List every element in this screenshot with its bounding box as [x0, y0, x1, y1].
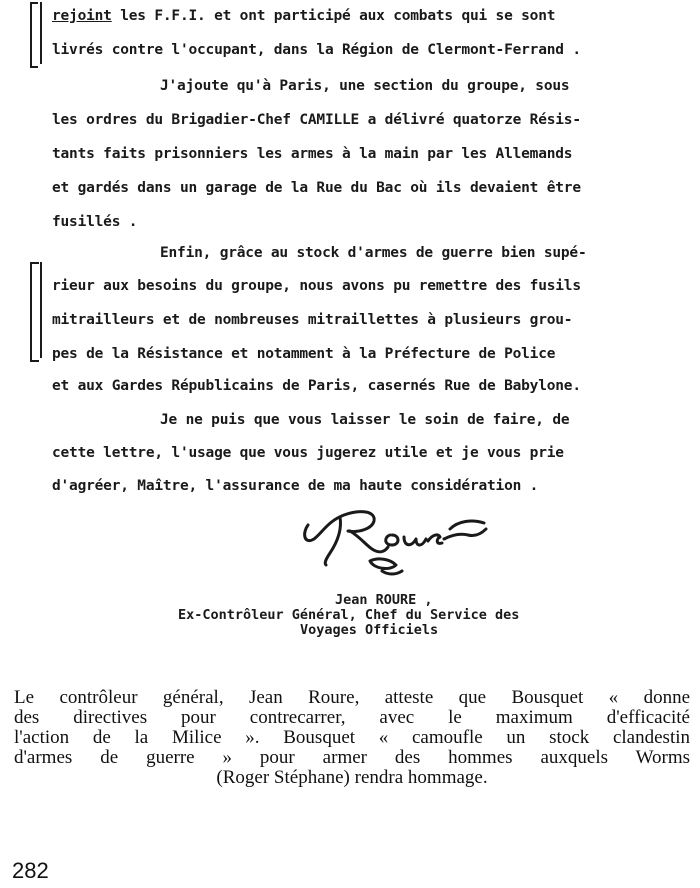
margin-bracket-top [30, 2, 38, 68]
letter-line-1 [52, 8, 555, 24]
letter-line-13: Je ne puis que vous laisser le soin de faire, de [160, 412, 570, 428]
caption-line-4: d'armes de guerre » pour armer des hommes auxquels Worms [14, 747, 690, 768]
margin-bracket-top-inner [40, 2, 42, 64]
signatory-title-1: Ex-Contrôleur Général, Chef du Service des [178, 607, 520, 623]
underlined-word: rejoint [52, 8, 112, 24]
caption-line-3: l'action de la Milice ». Bousquet « camoufle un stock clandestin [14, 727, 690, 748]
margin-bracket-middle-inner [40, 262, 42, 358]
letter-line-1-rest: les F.F.I. et ont participé aux combats qui se sont [111, 8, 556, 24]
letter-line-15: d'agréer, Maître, l'assurance de ma haute considération . [52, 478, 539, 494]
page-number: 282 [12, 858, 49, 883]
letter-line-14: cette lettre, l'usage que vous jugerez utile et je vous prie [52, 445, 564, 461]
letter-line-2: livrés contre l'occupant, dans la Région de Clermont-Ferrand . [52, 42, 581, 58]
letter-line-6: et gardés dans un garage de la Rue du Bac où ils devaient être [52, 180, 581, 196]
letter-line-8: Enfin, grâce au stock d'armes de guerre bien supé- [160, 245, 587, 261]
letter-line-9: rieur aux besoins du groupe, nous avons pu remettre des fusils [52, 278, 581, 294]
caption-line-5: (Roger Stéphane) rendra hommage. [216, 767, 488, 788]
margin-bracket-middle [30, 262, 39, 362]
caption-line-2: des directives pour contrecarrer, avec le maximum d'efficacité [14, 707, 690, 728]
handwritten-signature [300, 495, 490, 585]
letter-line-3: J'ajoute qu'à Paris, une section du groupe, sous [160, 78, 570, 94]
letter-line-4: les ordres du Brigadier-Chef CAMILLE a délivré quatorze Résis- [52, 112, 581, 128]
caption [14, 688, 690, 788]
signatory-title-2: Voyages Officiels [300, 622, 439, 638]
caption-line-1: Le contrôleur général, Jean Roure, atteste que Bousquet « donne [14, 687, 690, 708]
letter-line-10: mitrailleurs et de nombreuses mitraillettes à plusieurs grou- [52, 312, 573, 328]
letter-line-11: pes de la Résistance et notamment à la Préfecture de Police [52, 346, 556, 362]
signatory-name: Jean ROURE , [335, 592, 433, 608]
letter-line-12: et aux Gardes Républicains de Paris, casernés Rue de Babylone. [52, 378, 581, 394]
letter-line-7: fusillés . [52, 214, 138, 230]
letter-line-5: tants faits prisonniers les armes à la main par les Allemands [52, 146, 573, 162]
